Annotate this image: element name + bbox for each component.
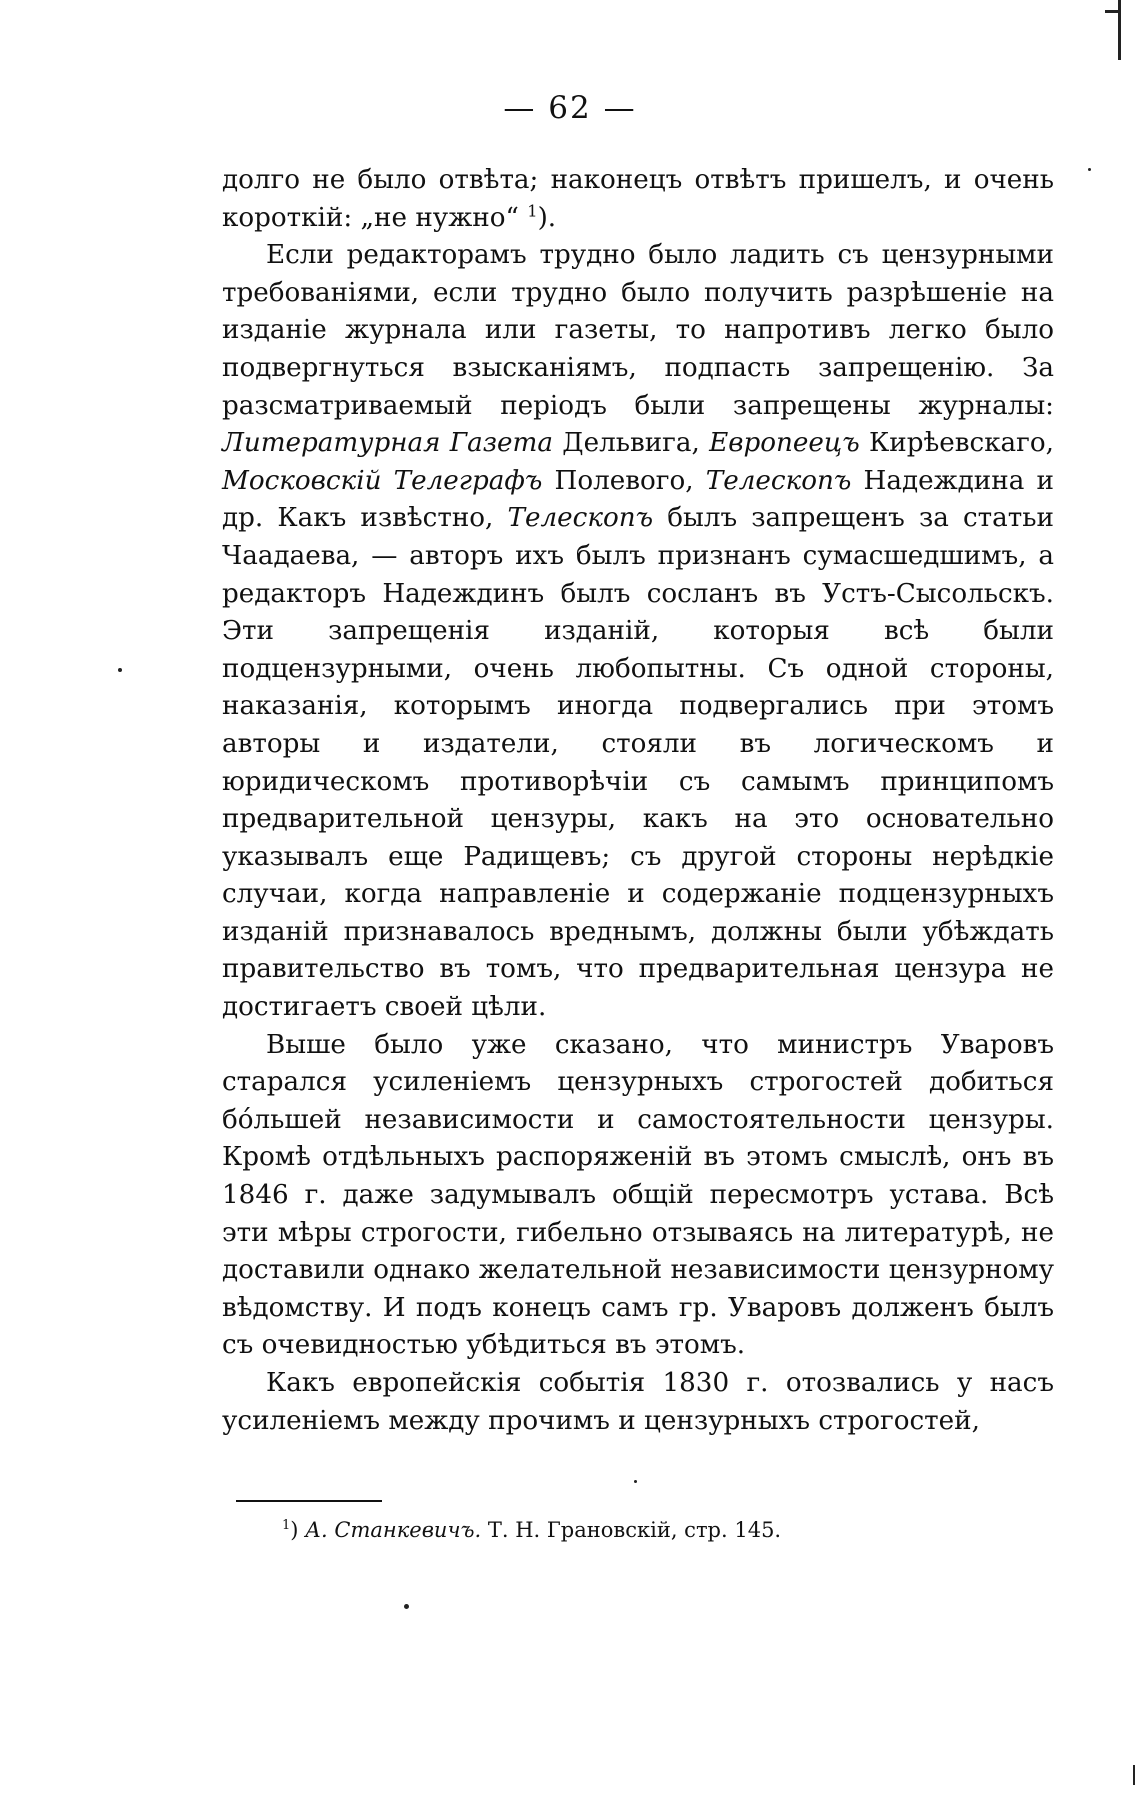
paragraph-4: Какъ европейскія событія 1830 г. отозвались у насъ усиленіемъ между прочимъ и цензурныхъ строгостей, xyxy=(222,1368,1054,1436)
paragraph-2-text-6: былъ запрещенъ за статьи Чаадаева, — авторъ ихъ былъ признанъ сумасшедшимъ, а редакторъ Надеждинъ былъ сосланъ въ Устъ-Сысольскъ. Эти запрещенія изданій, которыя всѣ были подцензурными, очень любопытны. Съ одной стороны, наказанія, которымъ иногда подвергались при этомъ авторы и издатели, стояли въ логическомъ и юридическомъ противорѣчіи съ самымъ принципомъ предварительной цензуры, какъ на это основательно указывалъ еще Радищевъ; съ другой стороны нерѣдкіе случаи, когда направленіе и содержаніе подцензурныхъ изданій признавалось вреднымъ, должны были убѣждать правительство въ томъ, что предварительная цензура не достигаетъ своей цѣли. xyxy=(222,503,1054,1023)
paragraph-1-text: долго не было отвѣта; наконецъ отвѣтъ пришелъ, и очень короткій: „не нужно“ xyxy=(222,165,1054,233)
scan-speck xyxy=(634,1480,637,1483)
footnote-text: Т. Н. Грановскій, стр. 145. xyxy=(481,1518,782,1542)
journal-title-moskovskiy-telegraf: Московскій Телеграфъ xyxy=(222,465,543,496)
footnote-author: А. Станкевичъ. xyxy=(305,1518,482,1542)
journal-title-literaturnaya-gazeta: Литературная Газета xyxy=(222,428,553,459)
footnote: $^1$) А. Станкевичъ. Т. Н. Грановскій, стр. 145. xyxy=(282,1518,782,1542)
paragraph-1-tail: ). xyxy=(537,202,557,233)
journal-title-teleskop-2: Телескопъ xyxy=(507,503,654,534)
page-number: — 62 — xyxy=(503,90,637,126)
scan-edge-mark xyxy=(1133,1765,1135,1785)
paragraph-3: Выше было уже сказано, что министръ Уваровъ старался усиленіемъ цензурныхъ строгостей добиться бóльшей независимости и самостоятельности цензуры. Кромѣ отдѣльныхъ распоряженій въ этомъ смыслѣ, онъ въ 1846 г. даже задумывалъ общій пересмотръ устава. Всѣ эти мѣры строгости, гибельно отзываясь на литературѣ, не доставили однако желательной независимости цензурному вѣдомству. И подъ конецъ самъ гр. Уваровъ долженъ былъ съ очевидностью убѣдиться въ этомъ. xyxy=(222,1029,1054,1361)
scan-speck xyxy=(1088,168,1091,171)
paragraph-2-text-1: Если редакторамъ трудно было ладить съ цензурными требованіями, если трудно было получить разрѣшеніе на изданіе журнала или газеты, то напротивъ легко было подвергнуться взысканіямъ, подпасть запрещенію. За разсматриваемый періодъ были запрещены журналы: xyxy=(222,240,1054,421)
scan-edge-mark xyxy=(1118,0,1121,60)
main-text xyxy=(222,162,1054,1440)
footnote-marker: 1 xyxy=(282,1518,291,1533)
paragraph-2 xyxy=(222,237,1054,1026)
paragraph-1 xyxy=(222,162,1054,237)
paragraph-2-text-4: Полевого, xyxy=(542,465,706,496)
paragraph-2-text-2: Дельвига, xyxy=(552,428,710,459)
paragraph-2-text-5: Надеждина и др. Какъ извѣстно, xyxy=(222,465,1054,534)
scan-speck xyxy=(118,668,122,672)
paragraph-2-text-3: Кирѣевскаго, xyxy=(859,428,1054,459)
footnote-divider xyxy=(236,1500,382,1502)
journal-title-teleskop: Телескопъ xyxy=(705,465,852,496)
journal-title-evropeets: Европеецъ xyxy=(709,428,860,459)
scan-edge-mark xyxy=(1105,10,1119,13)
scan-speck xyxy=(404,1604,409,1609)
footnote-reference: 1 xyxy=(527,200,538,220)
